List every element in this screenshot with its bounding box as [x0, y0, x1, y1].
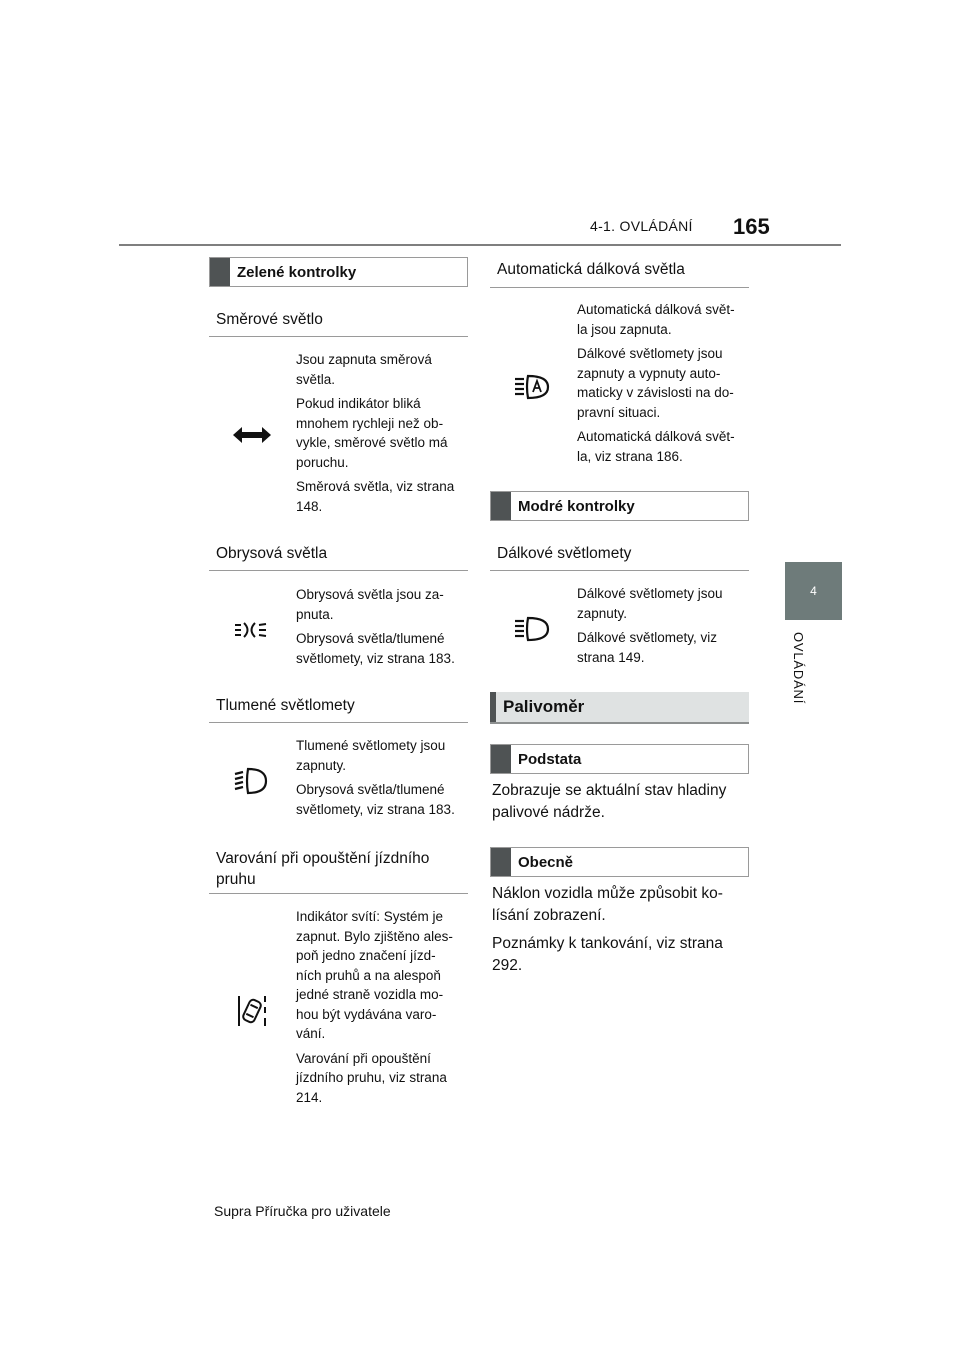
- chapter-tab-label: OVLÁDÁNÍ: [791, 632, 806, 705]
- lane-departure-title: [216, 848, 429, 890]
- lane-line: jízdního pruhu, viz strana: [296, 1070, 447, 1085]
- blue-indicators-header-text: Modré kontrolky: [518, 497, 635, 515]
- blue-indicators-header: [490, 491, 749, 521]
- turn-signal-rule: [209, 336, 468, 337]
- turn-line: Pokud indikátor bliká: [296, 396, 421, 411]
- section-header: 4-1. OVLÁDÁNÍ: [590, 218, 693, 234]
- lane-departure-title-line: pruhu: [216, 871, 256, 888]
- turn-line: mnohem rychleji než ob-: [296, 415, 444, 431]
- auto-high-line: Dálkové světlomety jsou: [577, 346, 723, 361]
- lane-line: Indikátor svítí: Systém je: [296, 909, 444, 924]
- general-text: [492, 883, 752, 983]
- parking-lights-rule: [209, 570, 468, 571]
- principle-header: [490, 744, 749, 774]
- parking-line: pnuta.: [296, 606, 334, 622]
- lane-line: Varování při opouštění: [296, 1050, 431, 1066]
- highbeam-line: zapnuty.: [577, 605, 628, 621]
- lowbeam-line: Tlumené světlomety jsou: [296, 738, 446, 753]
- general-line: Poznámky k tankování, viz strana: [492, 935, 723, 952]
- principle-header-text: Podstata: [518, 750, 582, 768]
- general-line: Náklon vozidla může způsobit ko-: [492, 885, 723, 902]
- turn-signal-title: Směrové světlo: [216, 311, 323, 328]
- footer-text: Supra Příručka pro uživatele: [214, 1203, 391, 1219]
- general-header: [490, 847, 749, 877]
- parking-lights-title: Obrysová světla: [216, 545, 328, 562]
- lane-line: zapnut. Bylo zjištěno ales-: [296, 928, 453, 944]
- turn-line: 148.: [296, 498, 323, 514]
- principle-line: palivové nádrže.: [492, 804, 605, 821]
- chapter-tab: 4: [785, 562, 842, 620]
- general-header-text: Obecně: [518, 853, 574, 871]
- lane-departure-title-line: Varování při opouštění jízdního: [216, 850, 430, 867]
- highbeam-line: strana 149.: [577, 649, 645, 665]
- principle-line: Zobrazuje se aktuální stav hladiny: [492, 782, 727, 799]
- auto-high-beam-title: Automatická dálková světla: [497, 261, 685, 278]
- low-beam-description: [296, 736, 468, 824]
- auto-high-line: pravní situaci.: [577, 404, 661, 420]
- auto-high-line: zapnuty a vypnuty auto-: [577, 365, 721, 381]
- parking-line: Obrysová světla jsou za-: [296, 587, 444, 602]
- high-beam-title: Dálkové světlomety: [497, 545, 632, 562]
- auto-high-beam-icon: [514, 374, 550, 400]
- highbeam-line: Dálkové světlomety jsou: [577, 586, 723, 601]
- turn-signal-description: [296, 350, 468, 521]
- auto-high-line: Automatická dálková svět-: [577, 429, 735, 444]
- lane-line: 214.: [296, 1089, 323, 1105]
- general-line: lísání zobrazení.: [492, 907, 606, 924]
- lowbeam-line: Obrysová světla/tlumené: [296, 782, 445, 797]
- turn-line: vykle, směrové světlo má: [296, 435, 448, 450]
- green-indicators-header: [209, 257, 468, 287]
- auto-high-line: la, viz strana 186.: [577, 448, 683, 464]
- general-line: 292.: [492, 957, 523, 974]
- low-beam-icon: [233, 766, 269, 796]
- lane-line: jedné straně vozidla mo-: [296, 987, 444, 1002]
- lane-line: ních pruhů a na alespoň: [296, 967, 441, 983]
- turn-line: Směrová světla, viz strana: [296, 479, 455, 494]
- lane-line: hou být vydávána varo-: [296, 1006, 437, 1022]
- lane-departure-icon: [237, 994, 267, 1028]
- header-divider: [119, 244, 841, 246]
- auto-high-beam-rule: [490, 287, 749, 288]
- lane-line: poň jedno značení jízd-: [296, 948, 436, 963]
- low-beam-title: Tlumené světlomety: [216, 697, 355, 714]
- lane-departure-description: [296, 907, 468, 1112]
- lowbeam-line: světlomety, viz strana 183.: [296, 801, 455, 817]
- parking-lights-description: [296, 585, 468, 673]
- fuel-gauge-header-text: Palivoměr: [503, 697, 585, 716]
- highbeam-line: Dálkové světlomety, viz: [577, 630, 718, 645]
- principle-text: [492, 780, 752, 830]
- low-beam-rule: [209, 722, 468, 723]
- turn-line: poruchu.: [296, 454, 349, 470]
- page-number: 165: [733, 214, 770, 239]
- turn-line: světla.: [296, 371, 336, 387]
- turn-signal-arrows-icon: [233, 425, 271, 445]
- auto-high-line: la jsou zapnuta.: [577, 321, 672, 337]
- parking-line: světlomety, viz strana 183.: [296, 650, 455, 666]
- auto-high-line: maticky v závislosti na do-: [577, 385, 734, 400]
- green-indicators-header-text: Zelené kontrolky: [237, 263, 357, 281]
- auto-high-line: Automatická dálková svět-: [577, 302, 735, 317]
- parking-lights-icon: [233, 620, 269, 640]
- lowbeam-line: zapnuty.: [296, 757, 347, 773]
- auto-high-beam-description: [577, 300, 749, 471]
- high-beam-description: [577, 584, 749, 672]
- lane-line: vání.: [296, 1026, 326, 1041]
- lane-departure-rule: [209, 893, 468, 894]
- high-beam-rule: [490, 570, 749, 571]
- parking-line: Obrysová světla/tlumené: [296, 631, 445, 646]
- fuel-gauge-header: [490, 692, 749, 724]
- turn-line: Jsou zapnuta směrová: [296, 352, 432, 367]
- high-beam-icon: [514, 616, 550, 642]
